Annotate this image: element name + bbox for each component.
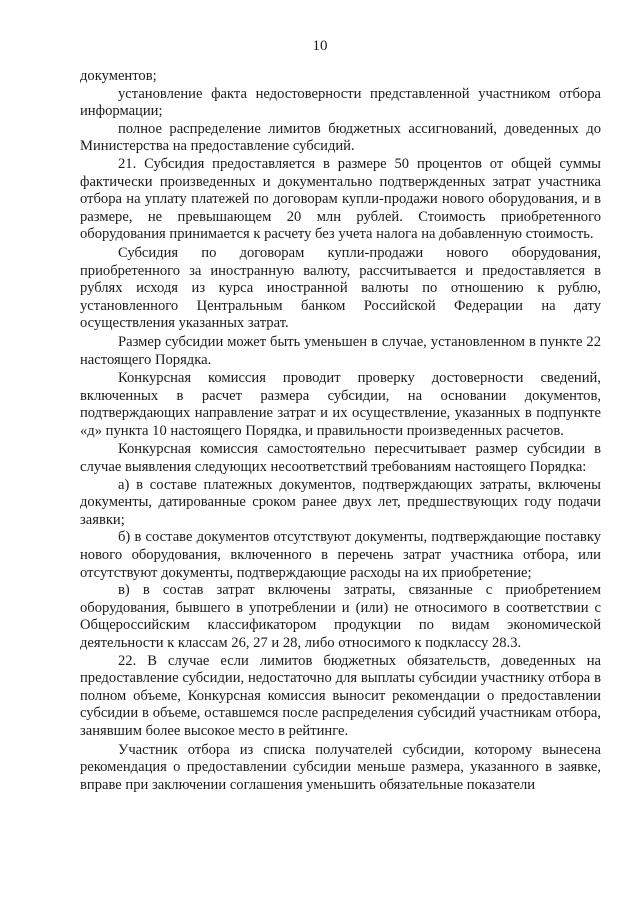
list-item-b: б) в составе документов отсутствуют документы, подтверждающие поставку нового оборудования, включенного в перечень затрат участника отбора, или отсутствуют документы, подтверждающие расходы на их приобретение; (80, 529, 601, 581)
list-item-a: а) в составе платежных документов, подтверждающих затраты, включены документы, датированные сроком ранее двух лет, предшествующих году подачи заявки; (80, 476, 601, 528)
list-item-v: в) в состав затрат включены затраты, связанные с приобретением оборудования, бывшего в употреблении и (или) не относимого в соответствии с Общероссийским классификатором продукции по видам экономической деятельности к классам 26, 27 и 28, либо относимого к подклассу 28.3. (80, 582, 601, 651)
paragraph-commission-recalc: Конкурсная комиссия самостоятельно пересчитывает размер субсидии в случае выявления следующих несоответствий требованиям настоящего Порядка: (80, 441, 601, 476)
paragraph-limits-distribution: полное распределение лимитов бюджетных ассигнований, доведенных до Министерства на предоставление субсидий. (80, 120, 601, 155)
paragraph-clause-22: 22. В случае если лимитов бюджетных обязательств, доведенных на предоставление субсидии, недостаточно для выплаты субсидии участнику отбора в полном объеме, Конкурсная комиссия выносит рекомендации о предоставлении субсидии в объеме, оставшемся после распределения субсидий участникам отбора, занявшим более высокое место в рейтинге. (80, 652, 601, 739)
paragraph-commission-check: Конкурсная комиссия проводит проверку достоверности сведений, включенных в расчет размера субсидии, на основании документов, подтверждающих направление затрат и их осуществление, указанных в подпункте «д» пункта 10 настоящего Порядка, и правильности произведенных расчетов. (80, 370, 601, 439)
paragraph-unreliable-info: установление факта недостоверности представленной участником отбора информации; (80, 85, 601, 120)
paragraph-participant-reduction: Участник отбора из списка получателей субсидии, которому вынесена рекомендация о предоставлении субсидии меньше размера, указанного в заявке, вправе при заключении соглашения уменьшить обязательные показатели (80, 741, 601, 793)
page-number: 10 (312, 38, 328, 54)
document-body (80, 68, 601, 794)
paragraph-clause-21: 21. Субсидия предоставляется в размере 50 процентов от общей суммы фактически произведенных и документально подтвержденных затрат участника отбора на уплату платежей по договорам купли-продажи нового оборудования, и в размере, не превышающем 20 млн рублей. Стоимость приобретенного оборудования принимается к расчету без учета налога на добавленную стоимость. (80, 155, 601, 243)
paragraph-continuation: документов; (80, 68, 157, 84)
paragraph-subsidy-reduction: Размер субсидии может быть уменьшен в случае, установленном в пункте 22 настоящего Порядка. (80, 333, 601, 368)
paragraph-foreign-currency: Субсидия по договорам купли-продажи нового оборудования, приобретенного за иностранную валюту, рассчитывается и предоставляется в рублях исходя из курса иностранной валюты по отношению к рублю, установленного Центральным банком Российской Федерации на дату осуществления указанных затрат. (80, 244, 601, 332)
